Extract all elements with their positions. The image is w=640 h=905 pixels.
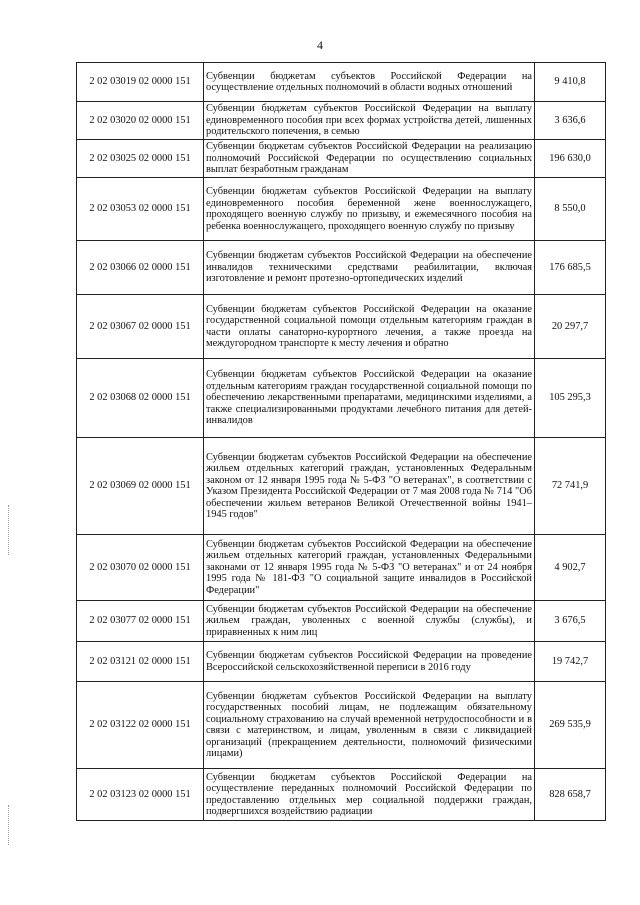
description-cell: Субвенции бюджетам субъектов Российской Федерации на оказание государственной социальной помощи отдельным категориям граждан в части оплаты санаторно-курортного лечения, а также проезда на междугородном транспорте к месту лечения и обратно [204,295,535,359]
amount-cell: 196 630,0 [535,140,606,178]
table-row [77,682,606,769]
amount-cell: 828 658,7 [535,769,606,821]
table-row [77,601,606,642]
budget-code-cell: 2 02 03019 02 0000 151 [77,63,204,102]
description-cell: Субвенции бюджетам субъектов Российской Федерации на выплату единовременного пособия беременной жене военнослужащего, проходящего военную службу по призыву, и ежемесячного пособия на ребенка военнослужащего, проходящего военную службу по призыву [204,178,535,241]
table-row [77,535,606,601]
budget-code-cell: 2 02 03070 02 0000 151 [77,535,204,601]
amount-cell: 105 295,3 [535,359,606,438]
budget-table-body [77,63,606,821]
budget-code-cell: 2 02 03066 02 0000 151 [77,241,204,295]
table-row [77,241,606,295]
description-cell: Субвенции бюджетам субъектов Российской Федерации на выплату единовременного пособия при всех формах устройства детей, лишенных родительского попечения, в семью [204,102,535,140]
amount-cell: 176 685,5 [535,241,606,295]
description-cell: Субвенции бюджетам субъектов Российской Федерации на обеспечение инвалидов техническими средствами реабилитации, включая изготовление и ремонт протезно-ортопедических изделий [204,241,535,295]
amount-cell: 9 410,8 [535,63,606,102]
budget-table [76,62,606,821]
margin-dots-mark-lower [8,805,11,845]
table-row [77,140,606,178]
description-cell: Субвенции бюджетам субъектов Российской Федерации на обеспечение жильем отдельных категорий граждан, установленных Федеральным законом от 12 января 1995 года № 5-ФЗ "О ветеранах", в соответствии с Указом Президента Российской Федерации от 7 мая 2008 года № 714 "Об обеспечении жильем ветеранов Великой Отечественной войны 1941–1945 годов" [204,438,535,535]
description-cell: Субвенции бюджетам субъектов Российской Федерации на осуществление переданных полномочий Российской Федерации по предоставлению отдельных мер социальной поддержки граждан, подвергшихся воздействию радиации [204,769,535,821]
table-row [77,102,606,140]
description-cell: Субвенции бюджетам субъектов Российской Федерации на реализацию полномочий Российской Федерации по осуществлению социальных выплат безработным гражданам [204,140,535,178]
budget-code-cell: 2 02 03122 02 0000 151 [77,682,204,769]
amount-cell: 4 902,7 [535,535,606,601]
description-cell: Субвенции бюджетам субъектов Российской Федерации на оказание отдельным категориям граждан государственной социальной помощи по обеспечению лекарственными препаратами, медицинскими изделиями, а также специализированными продуктами лечебного питания для детей-инвалидов [204,359,535,438]
description-cell: Субвенции бюджетам субъектов Российской Федерации на проведение Всероссийской сельскохозяйственной переписи в 2016 году [204,642,535,682]
margin-dots-mark [8,505,11,555]
table-row [77,359,606,438]
description-cell: Субвенции бюджетам субъектов Российской Федерации на обеспечение жильем отдельных категорий граждан, установленных Федеральными законами от 12 января 1995 года № 5-ФЗ "О ветеранах" и от 24 ноября 1995 года № 181-ФЗ "О социальной защите инвалидов в Российской Федерации" [204,535,535,601]
budget-code-cell: 2 02 03077 02 0000 151 [77,601,204,642]
budget-code-cell: 2 02 03121 02 0000 151 [77,642,204,682]
budget-code-cell: 2 02 03053 02 0000 151 [77,178,204,241]
description-cell: Субвенции бюджетам субъектов Российской Федерации на выплату государственных пособий лицам, не подлежащим обязательному социальному страхованию на случай временной нетрудоспособности и в связи с материнством, и лицам, уволенным в связи с ликвидацией организаций (прекращением деятельности, полномочий физическими лицами) [204,682,535,769]
amount-cell: 3 676,5 [535,601,606,642]
amount-cell: 72 741,9 [535,438,606,535]
budget-code-cell: 2 02 03020 02 0000 151 [77,102,204,140]
amount-cell: 20 297,7 [535,295,606,359]
budget-code-cell: 2 02 03068 02 0000 151 [77,359,204,438]
amount-cell: 8 550,0 [535,178,606,241]
table-row [77,438,606,535]
amount-cell: 3 636,6 [535,102,606,140]
table-row [77,642,606,682]
table-row [77,178,606,241]
table-row [77,63,606,102]
table-row [77,295,606,359]
description-cell: Субвенции бюджетам субъектов Российской Федерации на осуществление отдельных полномочий в области водных отношений [204,63,535,102]
description-cell: Субвенции бюджетам субъектов Российской Федерации на обеспечение жильем граждан, уволенных с военной службы (службы), и приравненных к ним лиц [204,601,535,642]
amount-cell: 269 535,9 [535,682,606,769]
budget-code-cell: 2 02 03123 02 0000 151 [77,769,204,821]
amount-cell: 19 742,7 [535,642,606,682]
budget-code-cell: 2 02 03069 02 0000 151 [77,438,204,535]
table-row [77,769,606,821]
budget-code-cell: 2 02 03067 02 0000 151 [77,295,204,359]
page-number: 4 [317,38,323,52]
budget-code-cell: 2 02 03025 02 0000 151 [77,140,204,178]
